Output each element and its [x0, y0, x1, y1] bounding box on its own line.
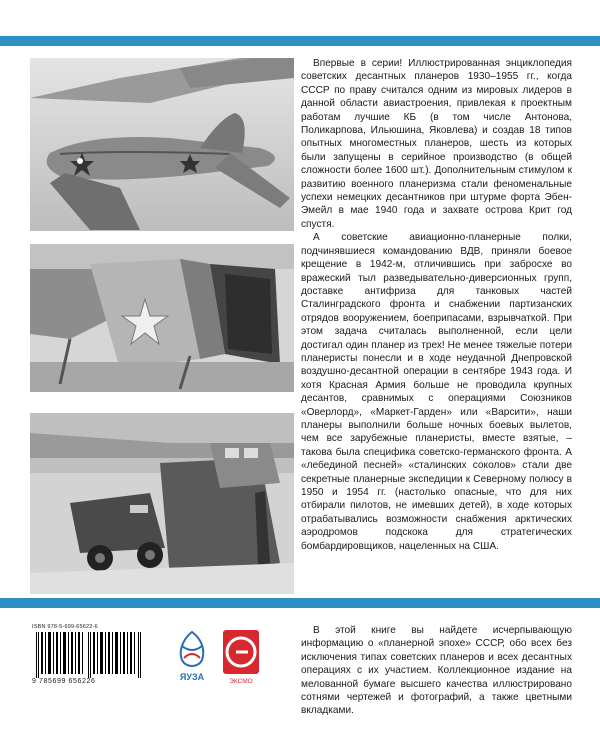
bottom-blue-band — [0, 598, 600, 608]
glider-photo-2 — [30, 244, 294, 392]
isbn-label: ISBN 978-5-699-65622-6 — [32, 624, 98, 630]
barcode-block — [32, 624, 158, 690]
glider-photo-3 — [30, 413, 294, 594]
eksmo-logo-text: ЭКСМО — [229, 678, 253, 685]
description-upper — [301, 57, 572, 553]
glider-photo-1 — [30, 58, 294, 231]
paragraph: А советские авиационно-планерные полки, подчинявшиеся командованию ВДВ, приняли боевое крещение в 1942-м, отличившись при забросхе во вражеский тыл разведывательно-диверсионных групп, доставке антифриза для танковых частей Сталинградского фронта и снабжении партизанских отрядов вооружением, боеприпасами, взрывчаткой. При этом задача считалась выполненной, если цели достигал один планер из трех! Не менее тяжелые потери планеристы понесли и в ходе неудачной Днепровской воздушно-десантной операции в сентябре 1943 года. И хотя Красная Армия больше не проводила крупных десантов, сравнимых с операциями Союзников «Оверлорд», «Маркет-Гарден» или «Варсити», наши планеры выполнили больше ночных боевых вылетов, чем все зарубежные планеристы, вместе взятые, – такова была специфика советско-германского фронта. А «лебединой песней» «сталинских соколов» стали две секретные планерные экспедиции к Северному полюсу в 1950 и 1954 гг. (настолько опасные, что для них отбирали пилотов, не имевших детей), в ходе которых отрабатывались возможности снабжения арктических аэродромов подскока для стратегических бомбардировщиков, нацеленных на США. — [301, 232, 572, 552]
yauza-logo — [170, 628, 214, 686]
top-blue-band — [0, 36, 600, 46]
paragraph: В этой книге вы найдете исчерпывающую информацию о «планерной эпохе» СССР, обо всех без исключения типах советских планеров и всех десантных операциях с их участием. Коллекционное издание на мелованной бумаге высшего качества иллюстрировано сотнями чертежей и фотографий, а также цветными вкладками. — [301, 625, 572, 717]
eksmo-logo — [222, 628, 260, 686]
paragraph: Впервые в серии! Иллюстрированная энциклопедия советских десантных планеров 1930–1955 гг., когда СССР по праву считался одним из мировых лидеров в данной области авиастроения, привлекая к проектным работам лучшие КБ (в том числе Антонова, Поликарпова, Ильюшина, Яковлева) и создав 18 типов опытных многоместных планеров, шесть из которых были запущены в серийное производство (в общей сложности более 1600 шт.). Дополнительным стимулом к развитию военного планеризма стали феноменальные успехи немецких десантников при штурме форта Эбен-Эмейл в мае 1940 года и захвате острова Крит год спустя. — [301, 58, 572, 230]
barcode-icon — [32, 632, 152, 678]
yauza-logo-text: ЯУЗА — [179, 672, 205, 682]
description-lower — [301, 624, 572, 718]
barcode-digits: 9 785699 656226 — [32, 678, 96, 685]
